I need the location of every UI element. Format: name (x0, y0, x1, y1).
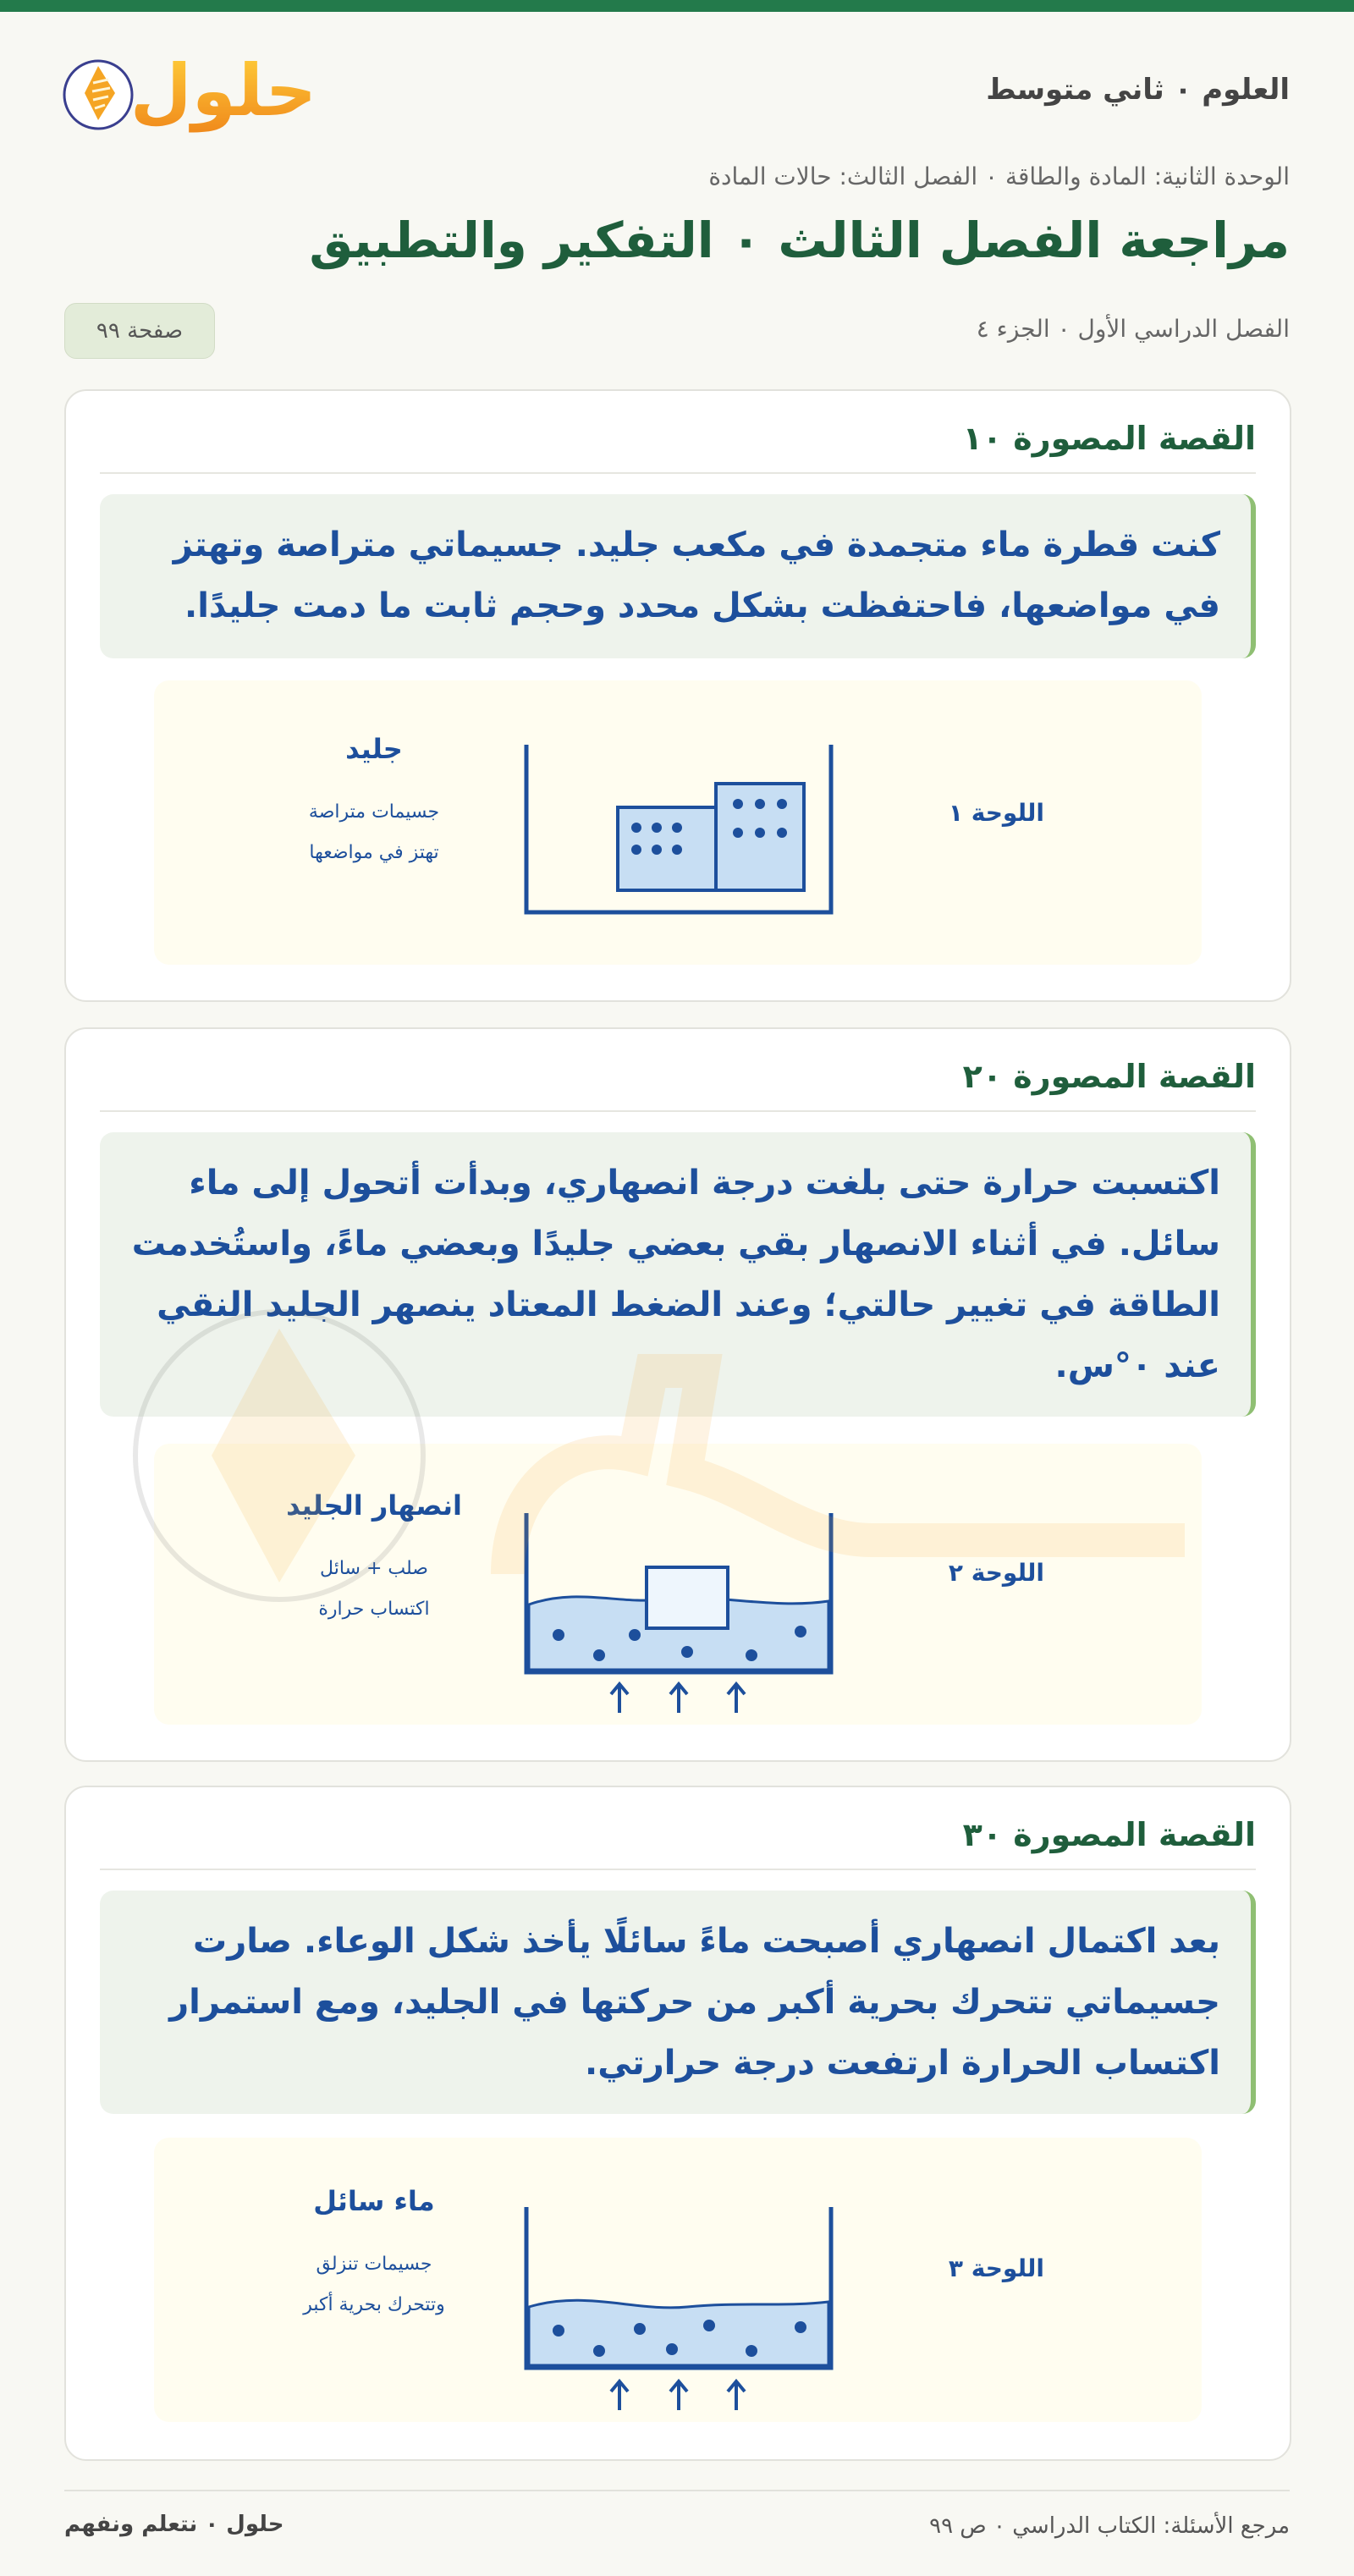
story-card-2 (64, 1027, 1291, 1762)
panel-label: اللوحة ٣ (948, 2254, 1044, 2282)
page-number-badge: صفحة ٩٩ (64, 303, 215, 359)
ice-cube-illustration (518, 689, 839, 943)
unit-breadcrumb: الوحدة الثانية: المادة والطاقة ٠ الفصل الثالث: حالات المادة (708, 162, 1290, 190)
story-panel (154, 2138, 1202, 2422)
story-text: كنت قطرة ماء متجمدة في مكعب جليد. جسيماتي متراصة وتهتز في مواضعها، فاحتفظت بشكل محدد وحجم ثابت ما دمت جليدًا. (100, 494, 1256, 658)
divider (100, 472, 1256, 474)
panel-title: انصهار الجليد (286, 1489, 462, 1522)
liquid-water-illustration (518, 2138, 839, 2417)
panel-note: تهتز في مواضعها (309, 842, 439, 863)
panel-note: جسيمات تنزلق (316, 2254, 432, 2275)
logo-text: حلول (129, 49, 317, 132)
panel-note: جسيمات متراصة (308, 801, 440, 823)
logo-icon (64, 42, 317, 135)
story-panel (154, 1444, 1202, 1725)
panel-title: جليد (345, 733, 403, 765)
panel-note: وتتحرك بحرية أكبر (303, 2294, 445, 2315)
panel-note: اكتساب حرارة (318, 1599, 430, 1620)
page-header (64, 42, 1290, 135)
footer-divider (64, 2490, 1290, 2491)
footer-reference: مرجع الأسئلة: الكتاب الدراسي ٠ ص ٩٩ (929, 2513, 1290, 2539)
panel-label: اللوحة ٢ (948, 1559, 1044, 1587)
panel-note: صلب + سائل (320, 1558, 428, 1579)
story-panel (154, 680, 1202, 965)
page-title: مراجعة الفصل الثالث ٠ التفكير والتطبيق (309, 212, 1290, 269)
story-text: اكتسبت حرارة حتى بلغت درجة انصهاري، وبدأت أتحول إلى ماء سائل. في أثناء الانصهار بقي بعضي جليدًا وبعضي ماءً، واستُخدمت الطاقة في تغيير حالتي؛ وعند الضغط المعتاد ينصهر الجليد النقي عند ٠°س. (100, 1132, 1256, 1417)
story-title: القصة المصورة ٢٠ (962, 1058, 1256, 1095)
divider (100, 1869, 1256, 1870)
heat-arrows (611, 1684, 745, 1713)
subject-label: العلوم ٠ ثاني متوسط (986, 73, 1290, 107)
panel-label: اللوحة ١ (948, 799, 1044, 827)
story-title: القصة المصورة ١٠ (962, 420, 1256, 457)
story-text: بعد اكتمال انصهاري أصبحت ماءً سائلًا يأخذ شكل الوعاء. صارت جسيماتي تتحرك بحرية أكبر من حركتها في الجليد، ومع استمرار اكتساب الحرارة ارتفعت درجة حرارتي. (100, 1891, 1256, 2114)
hulul-logo[interactable] (64, 42, 317, 135)
top-accent-bar (0, 0, 1354, 12)
term-label: الفصل الدراسي الأول ٠ الجزء ٤ (976, 315, 1290, 343)
heat-arrows (611, 2381, 745, 2410)
story-card-1 (64, 389, 1291, 1002)
divider (100, 1110, 1256, 1112)
melting-ice-illustration (518, 1444, 839, 1715)
footer-brand: حلول ٠ نتعلم ونفهم (64, 2512, 284, 2537)
story-card-3 (64, 1786, 1291, 2461)
panel-title: ماء سائل (313, 2185, 435, 2217)
story-title: القصة المصورة ٣٠ (962, 1816, 1256, 1853)
